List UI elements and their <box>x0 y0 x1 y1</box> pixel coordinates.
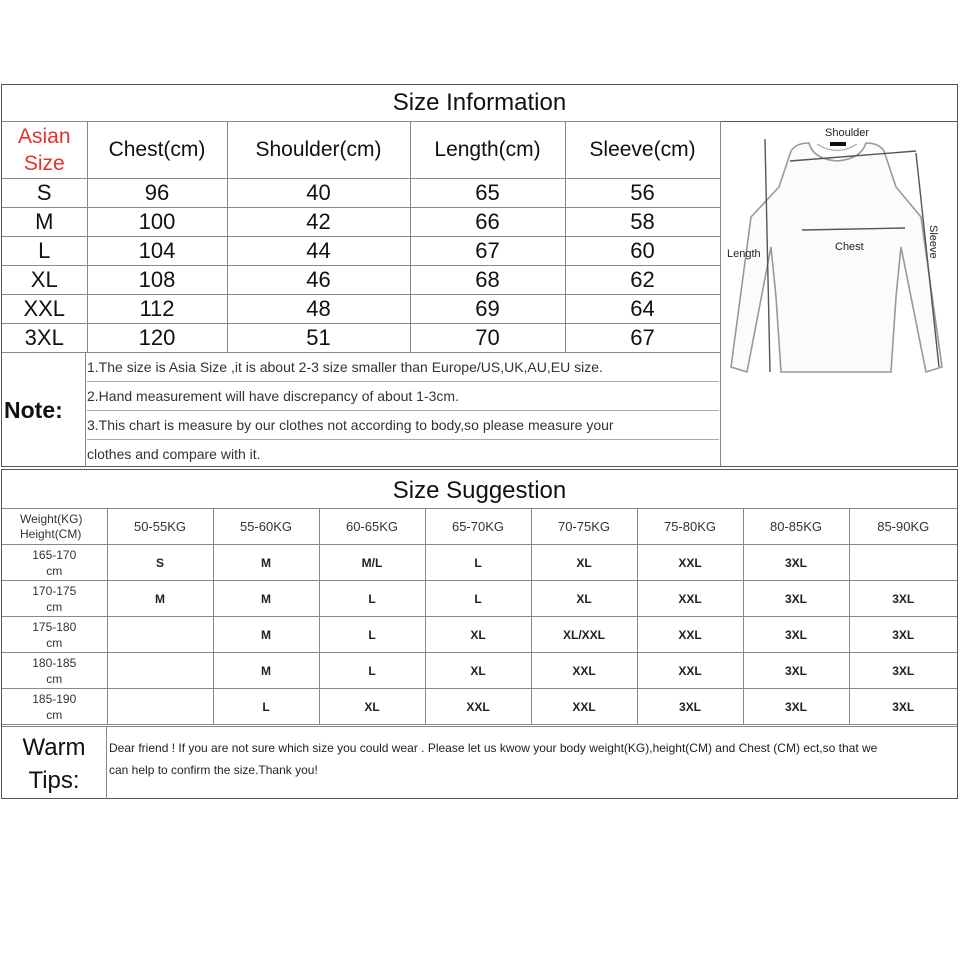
height-range: 165-170 <box>32 547 77 562</box>
size-cell: S <box>2 179 87 208</box>
length-label: Length <box>727 248 761 260</box>
weight-axis-label: Weight(KG) <box>20 511 83 526</box>
length-cell: 70 <box>410 324 565 353</box>
suggested-size-cell: XXL <box>531 689 637 725</box>
weight-header: 50-55KG <box>107 509 213 545</box>
size-suggestion-table <box>2 508 957 725</box>
suggested-size-cell <box>107 689 213 725</box>
note-line: 3.This chart is measure by our clothes not according to body,so please measure your <box>87 411 719 440</box>
suggested-size-cell: S <box>107 545 213 581</box>
table-row <box>2 545 957 581</box>
sleeve-cell: 60 <box>565 237 720 266</box>
suggested-size-cell: L <box>425 581 531 617</box>
height-cell <box>2 653 107 689</box>
chest-header: Chest(cm) <box>87 122 227 179</box>
suggested-size-cell: M <box>213 545 319 581</box>
suggested-size-cell: 3XL <box>849 689 957 725</box>
chest-cell: 100 <box>87 208 227 237</box>
tshirt-measurement-diagram <box>720 121 958 466</box>
sleeve-cell: 62 <box>565 266 720 295</box>
chest-cell: 96 <box>87 179 227 208</box>
weight-header: 75-80KG <box>637 509 743 545</box>
height-unit: cm <box>46 635 63 650</box>
size-information-title: Size Information <box>2 85 957 122</box>
suggested-size-cell: M <box>213 653 319 689</box>
chest-cell: 108 <box>87 266 227 295</box>
height-unit: cm <box>46 599 63 614</box>
height-axis-label: Height(CM) <box>20 526 82 541</box>
weight-header: 80-85KG <box>743 509 849 545</box>
suggested-size-cell: M/L <box>319 545 425 581</box>
size-cell: M <box>2 208 87 237</box>
note-label: Note: <box>2 353 86 467</box>
size-suggestion-section <box>1 469 958 799</box>
height-unit: cm <box>46 563 63 578</box>
sleeve-cell: 64 <box>565 295 720 324</box>
length-cell: 67 <box>410 237 565 266</box>
table-row <box>2 237 720 266</box>
warm-tips-label-line1: Warm <box>22 734 86 761</box>
table-row <box>2 324 720 353</box>
height-cell <box>2 617 107 653</box>
note-line: 2.Hand measurement will have discrepancy of about 1-3cm. <box>87 382 719 411</box>
suggested-size-cell: XL <box>425 617 531 653</box>
suggested-size-cell: XXL <box>637 545 743 581</box>
note-line: 1.The size is Asia Size ,it is about 2-3 size smaller than Europe/US,UK,AU,EU size. <box>87 353 719 382</box>
suggested-size-cell: L <box>319 617 425 653</box>
asian-size-header: Asian Size <box>2 122 87 179</box>
warm-tips-text <box>109 737 955 781</box>
suggested-size-cell: L <box>319 581 425 617</box>
tshirt-outline-icon <box>731 143 942 372</box>
suggested-size-cell: 3XL <box>743 689 849 725</box>
warm-tips-line: Dear friend ! If you are not sure which size you could wear . Please let us kwow your body weight(KG),height(CM) and Chest (CM) ect,so that we <box>109 741 878 755</box>
suggested-size-cell: L <box>213 689 319 725</box>
suggested-size-cell: 3XL <box>637 689 743 725</box>
sleeve-label: Sleeve <box>927 225 939 259</box>
table-row <box>2 581 957 617</box>
size-cell: L <box>2 237 87 266</box>
shoulder-cell: 51 <box>227 324 410 353</box>
suggested-size-cell: XL <box>319 689 425 725</box>
size-suggestion-title: Size Suggestion <box>2 470 957 509</box>
warm-tips-line: can help to confirm the size.Thank you! <box>109 763 318 777</box>
height-range: 170-175 <box>32 583 77 598</box>
table-row <box>2 617 957 653</box>
note-line: clothes and compare with it. <box>87 446 261 462</box>
suggested-size-cell: XL/XXL <box>531 617 637 653</box>
size-information-table <box>2 121 721 353</box>
weight-header: 55-60KG <box>213 509 319 545</box>
collar-label-icon <box>830 142 846 146</box>
suggested-size-cell: M <box>107 581 213 617</box>
suggested-size-cell <box>107 617 213 653</box>
table-header-row <box>2 122 720 179</box>
note-list <box>87 353 719 468</box>
suggested-size-cell: XXL <box>425 689 531 725</box>
table-row <box>2 653 957 689</box>
warm-tips-label-line2: Tips: <box>28 767 80 794</box>
note-area <box>2 352 720 467</box>
chest-cell: 120 <box>87 324 227 353</box>
length-header: Length(cm) <box>410 122 565 179</box>
table-row <box>2 208 720 237</box>
height-range: 180-185 <box>32 655 77 670</box>
size-information-section <box>1 84 958 467</box>
suggested-size-cell: 3XL <box>849 581 957 617</box>
suggested-size-cell: 3XL <box>849 617 957 653</box>
size-cell: XXL <box>2 295 87 324</box>
suggested-size-cell: XL <box>531 545 637 581</box>
weight-header: 70-75KG <box>531 509 637 545</box>
suggested-size-cell: 3XL <box>849 653 957 689</box>
chest-cell: 112 <box>87 295 227 324</box>
height-cell <box>2 689 107 725</box>
size-cell: XL <box>2 266 87 295</box>
shoulder-cell: 46 <box>227 266 410 295</box>
length-cell: 65 <box>410 179 565 208</box>
weight-header: 85-90KG <box>849 509 957 545</box>
suggested-size-cell: L <box>425 545 531 581</box>
suggested-size-cell: 3XL <box>743 581 849 617</box>
height-range: 185-190 <box>32 691 77 706</box>
table-row <box>2 689 957 725</box>
suggested-size-cell: 3XL <box>743 653 849 689</box>
sleeve-cell: 58 <box>565 208 720 237</box>
suggested-size-cell: L <box>319 653 425 689</box>
sleeve-cell: 56 <box>565 179 720 208</box>
size-cell: 3XL <box>2 324 87 353</box>
table-row <box>2 295 720 324</box>
tshirt-diagram-svg <box>721 121 958 466</box>
suggested-size-cell: XXL <box>531 653 637 689</box>
length-cell: 66 <box>410 208 565 237</box>
suggested-size-cell: XXL <box>637 653 743 689</box>
suggested-size-cell: M <box>213 581 319 617</box>
suggested-size-cell: 3XL <box>743 617 849 653</box>
height-unit: cm <box>46 707 63 722</box>
shoulder-cell: 40 <box>227 179 410 208</box>
height-cell <box>2 545 107 581</box>
shoulder-cell: 44 <box>227 237 410 266</box>
suggested-size-cell: M <box>213 617 319 653</box>
shoulder-cell: 42 <box>227 208 410 237</box>
chest-label: Chest <box>835 241 864 253</box>
suggested-size-cell: XL <box>425 653 531 689</box>
suggested-size-cell: XXL <box>637 581 743 617</box>
weight-header-row <box>2 509 957 545</box>
sleeve-header: Sleeve(cm) <box>565 122 720 179</box>
shoulder-header: Shoulder(cm) <box>227 122 410 179</box>
shoulder-label: Shoulder <box>825 127 870 139</box>
warm-tips-label <box>2 727 107 799</box>
shoulder-cell: 48 <box>227 295 410 324</box>
warm-tips-area <box>2 726 957 799</box>
weight-header: 65-70KG <box>425 509 531 545</box>
length-cell: 69 <box>410 295 565 324</box>
suggested-size-cell <box>107 653 213 689</box>
table-row <box>2 179 720 208</box>
height-unit: cm <box>46 671 63 686</box>
suggested-size-cell: 3XL <box>743 545 849 581</box>
height-range: 175-180 <box>32 619 77 634</box>
suggested-size-cell: XL <box>531 581 637 617</box>
suggested-size-cell <box>849 545 957 581</box>
weight-height-corner <box>2 509 107 545</box>
sleeve-cell: 67 <box>565 324 720 353</box>
length-cell: 68 <box>410 266 565 295</box>
weight-header: 60-65KG <box>319 509 425 545</box>
suggested-size-cell: XXL <box>637 617 743 653</box>
height-cell <box>2 581 107 617</box>
chest-cell: 104 <box>87 237 227 266</box>
table-row <box>2 266 720 295</box>
